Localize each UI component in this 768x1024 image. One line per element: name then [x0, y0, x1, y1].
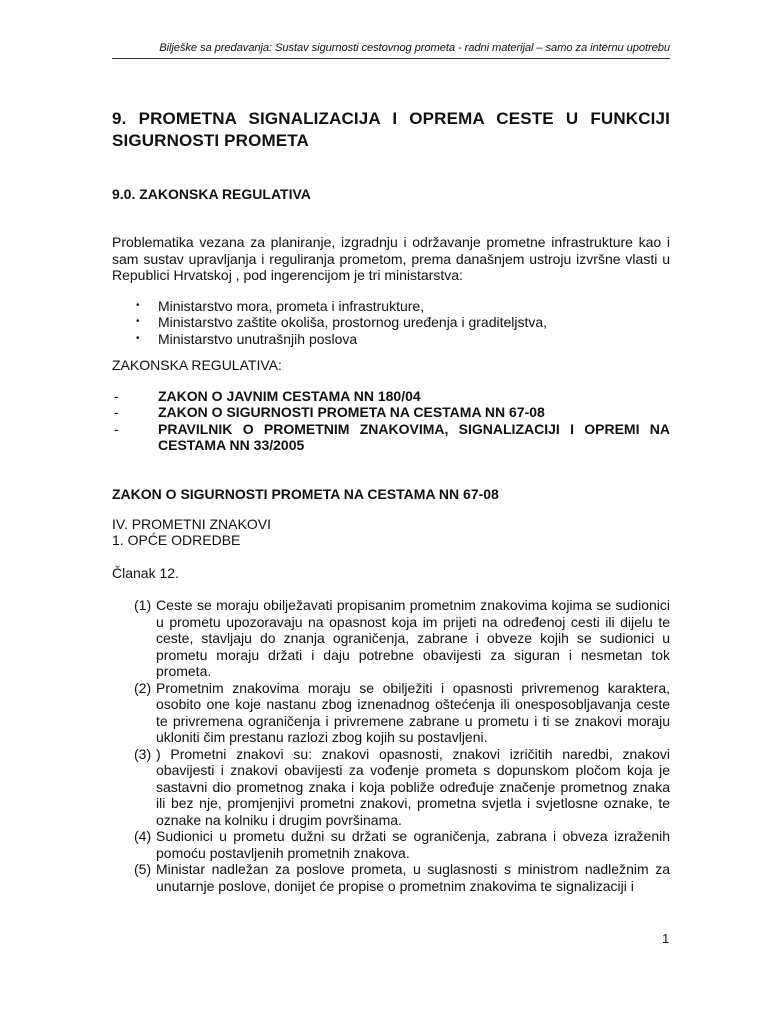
- article-label: Članak 12.: [112, 564, 179, 581]
- running-header: Bilješke sa predavanja: Sustav sigurnosti cestovnog prometa - radni materijal – samo za internu upotrebu: [159, 42, 670, 54]
- section-title: 9.0. ZAKONSKA REGULATIVA: [112, 186, 311, 202]
- section-label: IV. PROMETNI ZNAKOVI: [112, 515, 271, 532]
- regulation-heading: ZAKONSKA REGULATIVA:: [112, 357, 282, 373]
- article-paragraph: (2) Prometnim znakovima moraju se obilježiti i opasnosti privremenog karaktera, osobito one koje nastanu zbog iznenadnog oštećenja ili onesposobljavanja ceste te privremena ograničenja i privremene zabrane u prometu i ti se znakovi moraju ukloniti čim prestanu razlozi zbog kojih su postavljeni.: [134, 679, 670, 745]
- article-paragraph: (4) Sudionici u prometu dužni su držati se ograničenja, zabrana i obveza izraženih pomoću postavljenih prometnih znakova.: [134, 828, 670, 861]
- article-paragraph: (1) Ceste se moraju obilježavati propisanim prometnim znakovima kojima se sudionici u prometu upozoravaju na opasnost koja im prijeti na određenoj cesti ili dijelu te ceste, stavljaju do znanja ograničenja, zabrane i obveze kojih se sudionici u prometu moraju držati i daju potrebne obavijesti za siguran i nesmetan tok prometa.: [134, 597, 670, 679]
- list-item: - ZAKON O SIGURNOSTI PROMETA NA CESTAMA NN 67-08: [114, 404, 545, 420]
- bullet-icon: •: [136, 299, 140, 311]
- subsection-label: 1. OPĆE ODREDBE: [112, 532, 241, 548]
- chapter-title: 9. PROMETNA SIGNALIZACIJA I OPREMA CESTE U FUNKCIJI SIGURNOSTI PROMETA: [112, 109, 670, 150]
- list-item: • Ministarstvo zaštite okoliša, prostornog uređenja i graditeljstva,: [136, 314, 548, 330]
- article-paragraphs: [112, 597, 670, 894]
- header-rule: [112, 58, 670, 59]
- intro-paragraph: Problematika vezana za planiranje, izgradnju i održavanje prometne infrastrukture kao i sam sustav upravljanja i reguliranja prometom, prema današnjem ustroju izvršne vlasti u Republici Hrvatskoj , pod ingerencijom je tri ministarstva:: [112, 234, 670, 283]
- list-item: - PRAVILNIK O PROMETNIM ZNAKOVIMA, SIGNALIZACIJI I OPREMI NA CESTAMA NN 33/2005: [114, 420, 670, 453]
- page-content: [112, 108, 670, 894]
- list-item: • Ministarstvo unutrašnjih poslova: [136, 330, 358, 347]
- list-item: - ZAKON O JAVNIM CESTAMA NN 180/04: [114, 387, 421, 404]
- regulation-list: [112, 388, 670, 454]
- bullet-icon: •: [136, 316, 140, 327]
- list-item: • Ministarstvo mora, prometa i infrastrukture,: [136, 297, 425, 314]
- article-paragraph: (5) Ministar nadležan za poslove prometa, u suglasnosti s ministrom nadležnim za unutarnje poslove, donijet će propise o prometnim znakovima te signalizaciji i: [134, 861, 670, 894]
- article-paragraph: (3) ) Prometni znakovi su: znakovi opasnosti, znakovi izričitih naredbi, znakovi obavijesti i znakovi obavijesti za vođenje prometa s dopunskom pločom koja je sastavni dio prometnog znaka i koja pobliže određuje značenje prometnog znaka ili bez nje, promjenjivi prometni znakovi, prometna svjetla i svjetlosne oznake, te oznake na kolniku i drugim površinama.: [134, 745, 670, 828]
- bullet-icon: •: [136, 332, 140, 344]
- ministry-list: [112, 298, 670, 348]
- page-number: 1: [662, 931, 670, 946]
- law-heading: ZAKON O SIGURNOSTI PROMETA NA CESTAMA NN 67-08: [112, 485, 499, 502]
